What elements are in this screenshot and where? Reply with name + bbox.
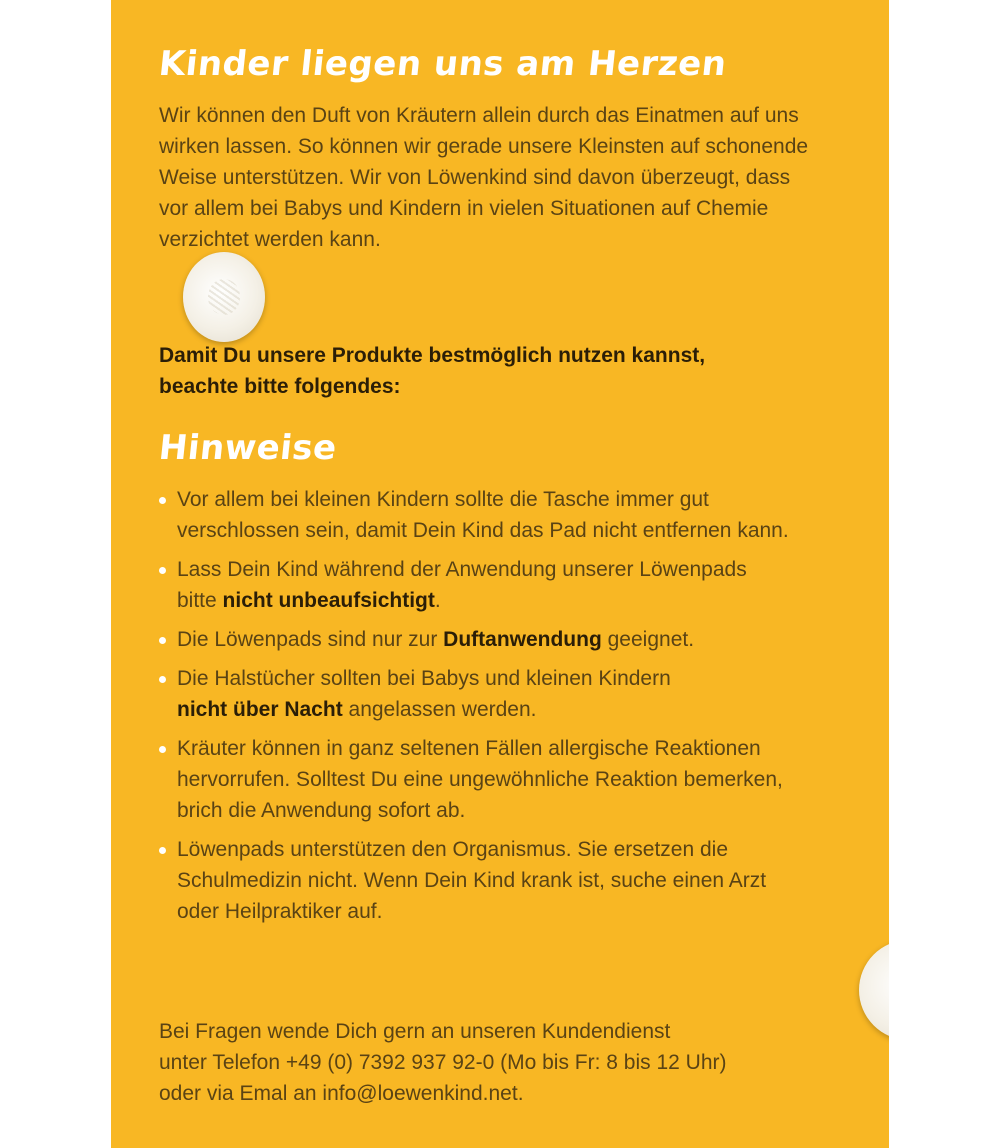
hint-emphasis: nicht unbeaufsichtigt	[222, 589, 435, 612]
hint-text: Vor allem bei kleinen Kindern sollte die Tasche immer gut	[177, 488, 709, 511]
contact-line: Bei Fragen wende Dich gern an unseren Kundendienst	[159, 1020, 671, 1043]
contact-info	[159, 1016, 859, 1109]
intro-line: Wir können den Duft von Kräutern allein durch das Einatmen auf uns	[159, 104, 799, 127]
hints-list	[159, 484, 859, 935]
hint-text: brich die Anwendung sofort ab.	[177, 799, 466, 822]
hint-text-part: angelassen werden.	[342, 698, 537, 721]
hint-text-part: Die Löwenpads sind nur zur	[177, 628, 444, 651]
hint-text: Lass Dein Kind während der Anwendung unserer Löwenpads	[177, 558, 747, 581]
hint-item	[159, 733, 859, 826]
hint-text-part: .	[434, 589, 441, 612]
hint-text: oder Heilpraktiker auf.	[177, 900, 383, 923]
bullet-icon	[159, 676, 166, 683]
usage-note-line: beachte bitte folgendes:	[159, 375, 401, 398]
intro-paragraph	[159, 100, 859, 255]
hint-item	[159, 554, 859, 616]
bullet-icon	[159, 847, 166, 854]
info-card	[111, 0, 889, 1148]
hint-text	[177, 694, 859, 725]
usage-note-line: Damit Du unsere Produkte bestmöglich nutzen kannst,	[159, 344, 706, 367]
heading-hinweise: Hinweise	[156, 428, 339, 468]
hint-text: Die Halstücher sollten bei Babys und kleinen Kindern	[177, 667, 671, 690]
hint-item	[159, 663, 859, 725]
heading-kinder: Kinder liegen uns am Herzen	[156, 44, 729, 84]
herb-pad-image	[859, 940, 889, 1040]
intro-line: verzichtet werden kann.	[159, 228, 381, 251]
hint-text-part: bitte	[177, 589, 223, 612]
intro-line: vor allem bei Babys und Kindern in vielen Situationen auf Chemie	[159, 197, 769, 220]
bullet-icon	[159, 637, 166, 644]
hint-text: Kräuter können in ganz seltenen Fällen allergische Reaktionen	[177, 737, 761, 760]
hint-item	[159, 484, 859, 546]
hint-emphasis: nicht über Nacht	[177, 698, 343, 721]
hint-item	[159, 624, 859, 655]
hint-text-part: geeignet.	[601, 628, 695, 651]
hint-text	[177, 585, 859, 616]
contact-line: oder via Emal an info@loewenkind.net.	[159, 1082, 524, 1105]
bullet-icon	[159, 746, 166, 753]
intro-line: wirken lassen. So können wir gerade unsere Kleinsten auf schonende	[159, 135, 809, 158]
hint-text: verschlossen sein, damit Dein Kind das Pad nicht entfernen kann.	[177, 519, 789, 542]
contact-line: unter Telefon +49 (0) 7392 937 92-0 (Mo bis Fr: 8 bis 12 Uhr)	[159, 1051, 727, 1074]
bullet-icon	[159, 567, 166, 574]
hint-text: Schulmedizin nicht. Wenn Dein Kind krank ist, suche einen Arzt	[177, 869, 767, 892]
hint-item	[159, 834, 859, 927]
intro-line: Weise unterstützen. Wir von Löwenkind sind davon überzeugt, dass	[159, 166, 791, 189]
hint-text	[177, 624, 859, 655]
herb-pad-image	[183, 252, 265, 342]
bullet-icon	[159, 497, 166, 504]
hint-text: Löwenpads unterstützen den Organismus. Sie ersetzen die	[177, 838, 728, 861]
usage-note	[159, 340, 859, 402]
hint-emphasis: Duftanwendung	[443, 628, 602, 651]
hint-text: hervorrufen. Solltest Du eine ungewöhnliche Reaktion bemerken,	[177, 768, 783, 791]
